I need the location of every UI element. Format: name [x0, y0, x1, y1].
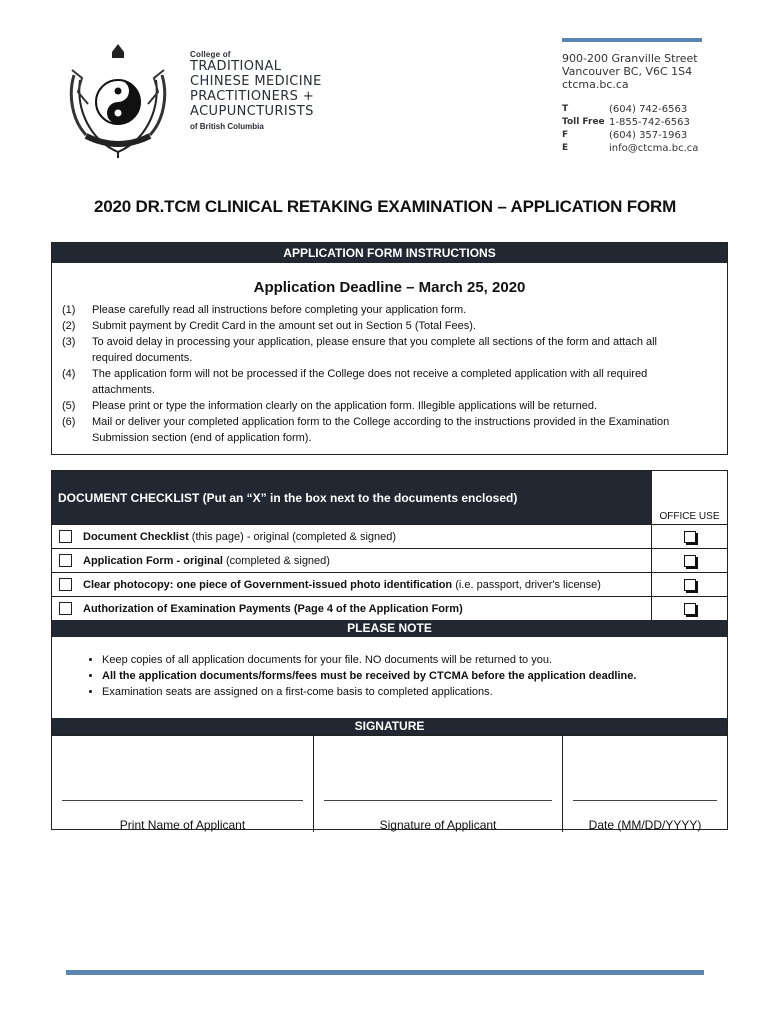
checklist-header — [52, 471, 727, 524]
organization-name — [190, 50, 322, 131]
item-number: (5) — [62, 400, 76, 412]
office-use-label: OFFICE USE — [659, 511, 720, 522]
address-line-1: 900-200 Granville Street — [562, 52, 698, 65]
signature-line — [573, 800, 717, 801]
contact-row — [562, 142, 698, 155]
item-bold-text: Application Form - original — [83, 554, 223, 567]
item-text: Please print or type the information clearly on the application form. Illegible applications will be returned. — [92, 400, 598, 412]
phone-number: (604) 742-6563 — [609, 104, 688, 115]
date-label: Date (MM/DD/YYYY) — [588, 818, 702, 832]
checklist-item-label — [83, 555, 330, 567]
signature-line — [62, 800, 303, 801]
contact-label: F — [562, 130, 569, 140]
instructions-heading: APPLICATION FORM INSTRUCTIONS — [52, 243, 727, 263]
college-crest-logo — [66, 40, 171, 160]
office-use-cell — [651, 525, 727, 548]
item-text: Submit payment by Credit Card in the amount set out in Section 5 (Total Fees). — [92, 320, 476, 332]
item-text: To avoid delay in processing your application, please ensure that you complete all sections of the form and attach all required documents. — [92, 336, 657, 364]
website-link[interactable]: ctcma.bc.ca — [562, 78, 629, 91]
office-use-cell — [651, 549, 727, 572]
item-text: Mail or deliver your completed application form to the College according to the instructions provided in the Examination Submission section (end of application form). — [92, 416, 670, 444]
list-item — [52, 398, 727, 414]
contact-row — [562, 129, 698, 142]
org-line-4: ACUPUNCTURISTS — [190, 104, 314, 119]
office-use-cell — [651, 597, 727, 620]
item-number: (1) — [62, 304, 76, 316]
instructions-list — [52, 302, 727, 446]
contact-row — [562, 103, 698, 116]
checklist-row — [52, 572, 727, 596]
instructions-section — [51, 242, 728, 455]
org-prefix: College of — [190, 50, 231, 59]
org-suffix: of British Columbia — [190, 122, 264, 131]
list-item: • Examination seats are assigned on a first-come basis to completed applications. — [102, 684, 727, 700]
checklist-row — [52, 524, 727, 548]
checkbox[interactable] — [59, 602, 72, 615]
list-item: • All the application documents/forms/fees must be received by CTCMA before the application deadline. — [102, 668, 727, 684]
org-line-1: TRADITIONAL — [190, 59, 282, 74]
contact-label: Toll Free — [562, 117, 605, 127]
item-normal-text: (this page) - original (completed & signed) — [188, 530, 397, 543]
print-name-cell[interactable] — [52, 736, 314, 832]
list-item — [52, 302, 727, 318]
item-normal-text: (completed & signed) — [222, 554, 330, 567]
address-line-2: Vancouver BC, V6C 1S4 — [562, 65, 693, 78]
office-use-header — [651, 471, 727, 524]
list-item — [52, 366, 727, 398]
date-cell[interactable] — [563, 736, 727, 832]
application-deadline: Application Deadline – March 25, 2020 — [253, 279, 526, 296]
item-number: (2) — [62, 320, 76, 332]
address-block — [562, 52, 698, 91]
office-use-cell — [651, 573, 727, 596]
toll-free-number: 1-855-742-6563 — [609, 117, 690, 128]
office-checkbox-icon — [684, 555, 696, 567]
checklist-item-label — [83, 579, 601, 591]
item-number: (3) — [62, 336, 76, 348]
contact-label: E — [562, 143, 569, 153]
signature-cell[interactable] — [314, 736, 563, 832]
item-number: (4) — [62, 368, 76, 380]
document-checklist-section — [51, 470, 728, 830]
list-item: • Keep copies of all application documents for your file. NO documents will be returned to you. — [102, 652, 727, 668]
org-line-2: CHINESE MEDICINE — [190, 74, 322, 89]
signature-label: Signature of Applicant — [379, 818, 497, 832]
signature-row — [52, 735, 727, 832]
item-normal-text: (i.e. passport, driver's license) — [452, 578, 601, 591]
org-line-3: PRACTITIONERS + — [190, 89, 315, 104]
footer-accent-bar — [66, 970, 704, 975]
page-title: 2020 DR.TCM CLINICAL RETAKING EXAMINATION – APPLICATION FORM — [93, 197, 677, 216]
item-bold-text: Clear photocopy: one piece of Government-issued photo identification — [83, 578, 453, 591]
checkbox[interactable] — [59, 578, 72, 591]
checklist-item-label — [83, 531, 396, 543]
item-text: Please carefully read all instructions before completing your application form. — [92, 304, 467, 316]
checklist-item-label — [83, 603, 463, 615]
contact-row — [562, 116, 698, 129]
please-note-list — [52, 652, 727, 718]
header-accent-bar — [562, 38, 702, 42]
item-bold-text: Authorization of Examination Payments (Page 4 of the Application Form) — [83, 602, 463, 615]
item-number: (6) — [62, 416, 76, 428]
list-item — [52, 318, 727, 334]
print-name-label: Print Name of Applicant — [119, 818, 246, 832]
item-bold-text: Document Checklist — [83, 530, 189, 543]
office-checkbox-icon — [684, 531, 696, 543]
list-item — [52, 414, 727, 446]
checklist-row — [52, 596, 727, 620]
contact-label: T — [562, 104, 569, 114]
list-item — [52, 334, 727, 366]
office-checkbox-icon — [684, 603, 696, 615]
checklist-heading: DOCUMENT CHECKLIST (Put an “X” in the box next to the documents enclosed) — [58, 491, 518, 505]
checkbox[interactable] — [59, 554, 72, 567]
checkbox[interactable] — [59, 530, 72, 543]
signature-line — [324, 800, 552, 801]
fax-number: (604) 357-1963 — [609, 130, 688, 141]
signature-heading: SIGNATURE — [52, 718, 727, 735]
item-text: The application form will not be processed if the College does not receive a completed application with all required attachments. — [92, 368, 648, 396]
contact-list — [562, 103, 698, 155]
email-link[interactable]: info@ctcma.bc.ca — [609, 143, 699, 154]
please-note-heading: PLEASE NOTE — [52, 620, 727, 637]
office-checkbox-icon — [684, 579, 696, 591]
checklist-row — [52, 548, 727, 572]
